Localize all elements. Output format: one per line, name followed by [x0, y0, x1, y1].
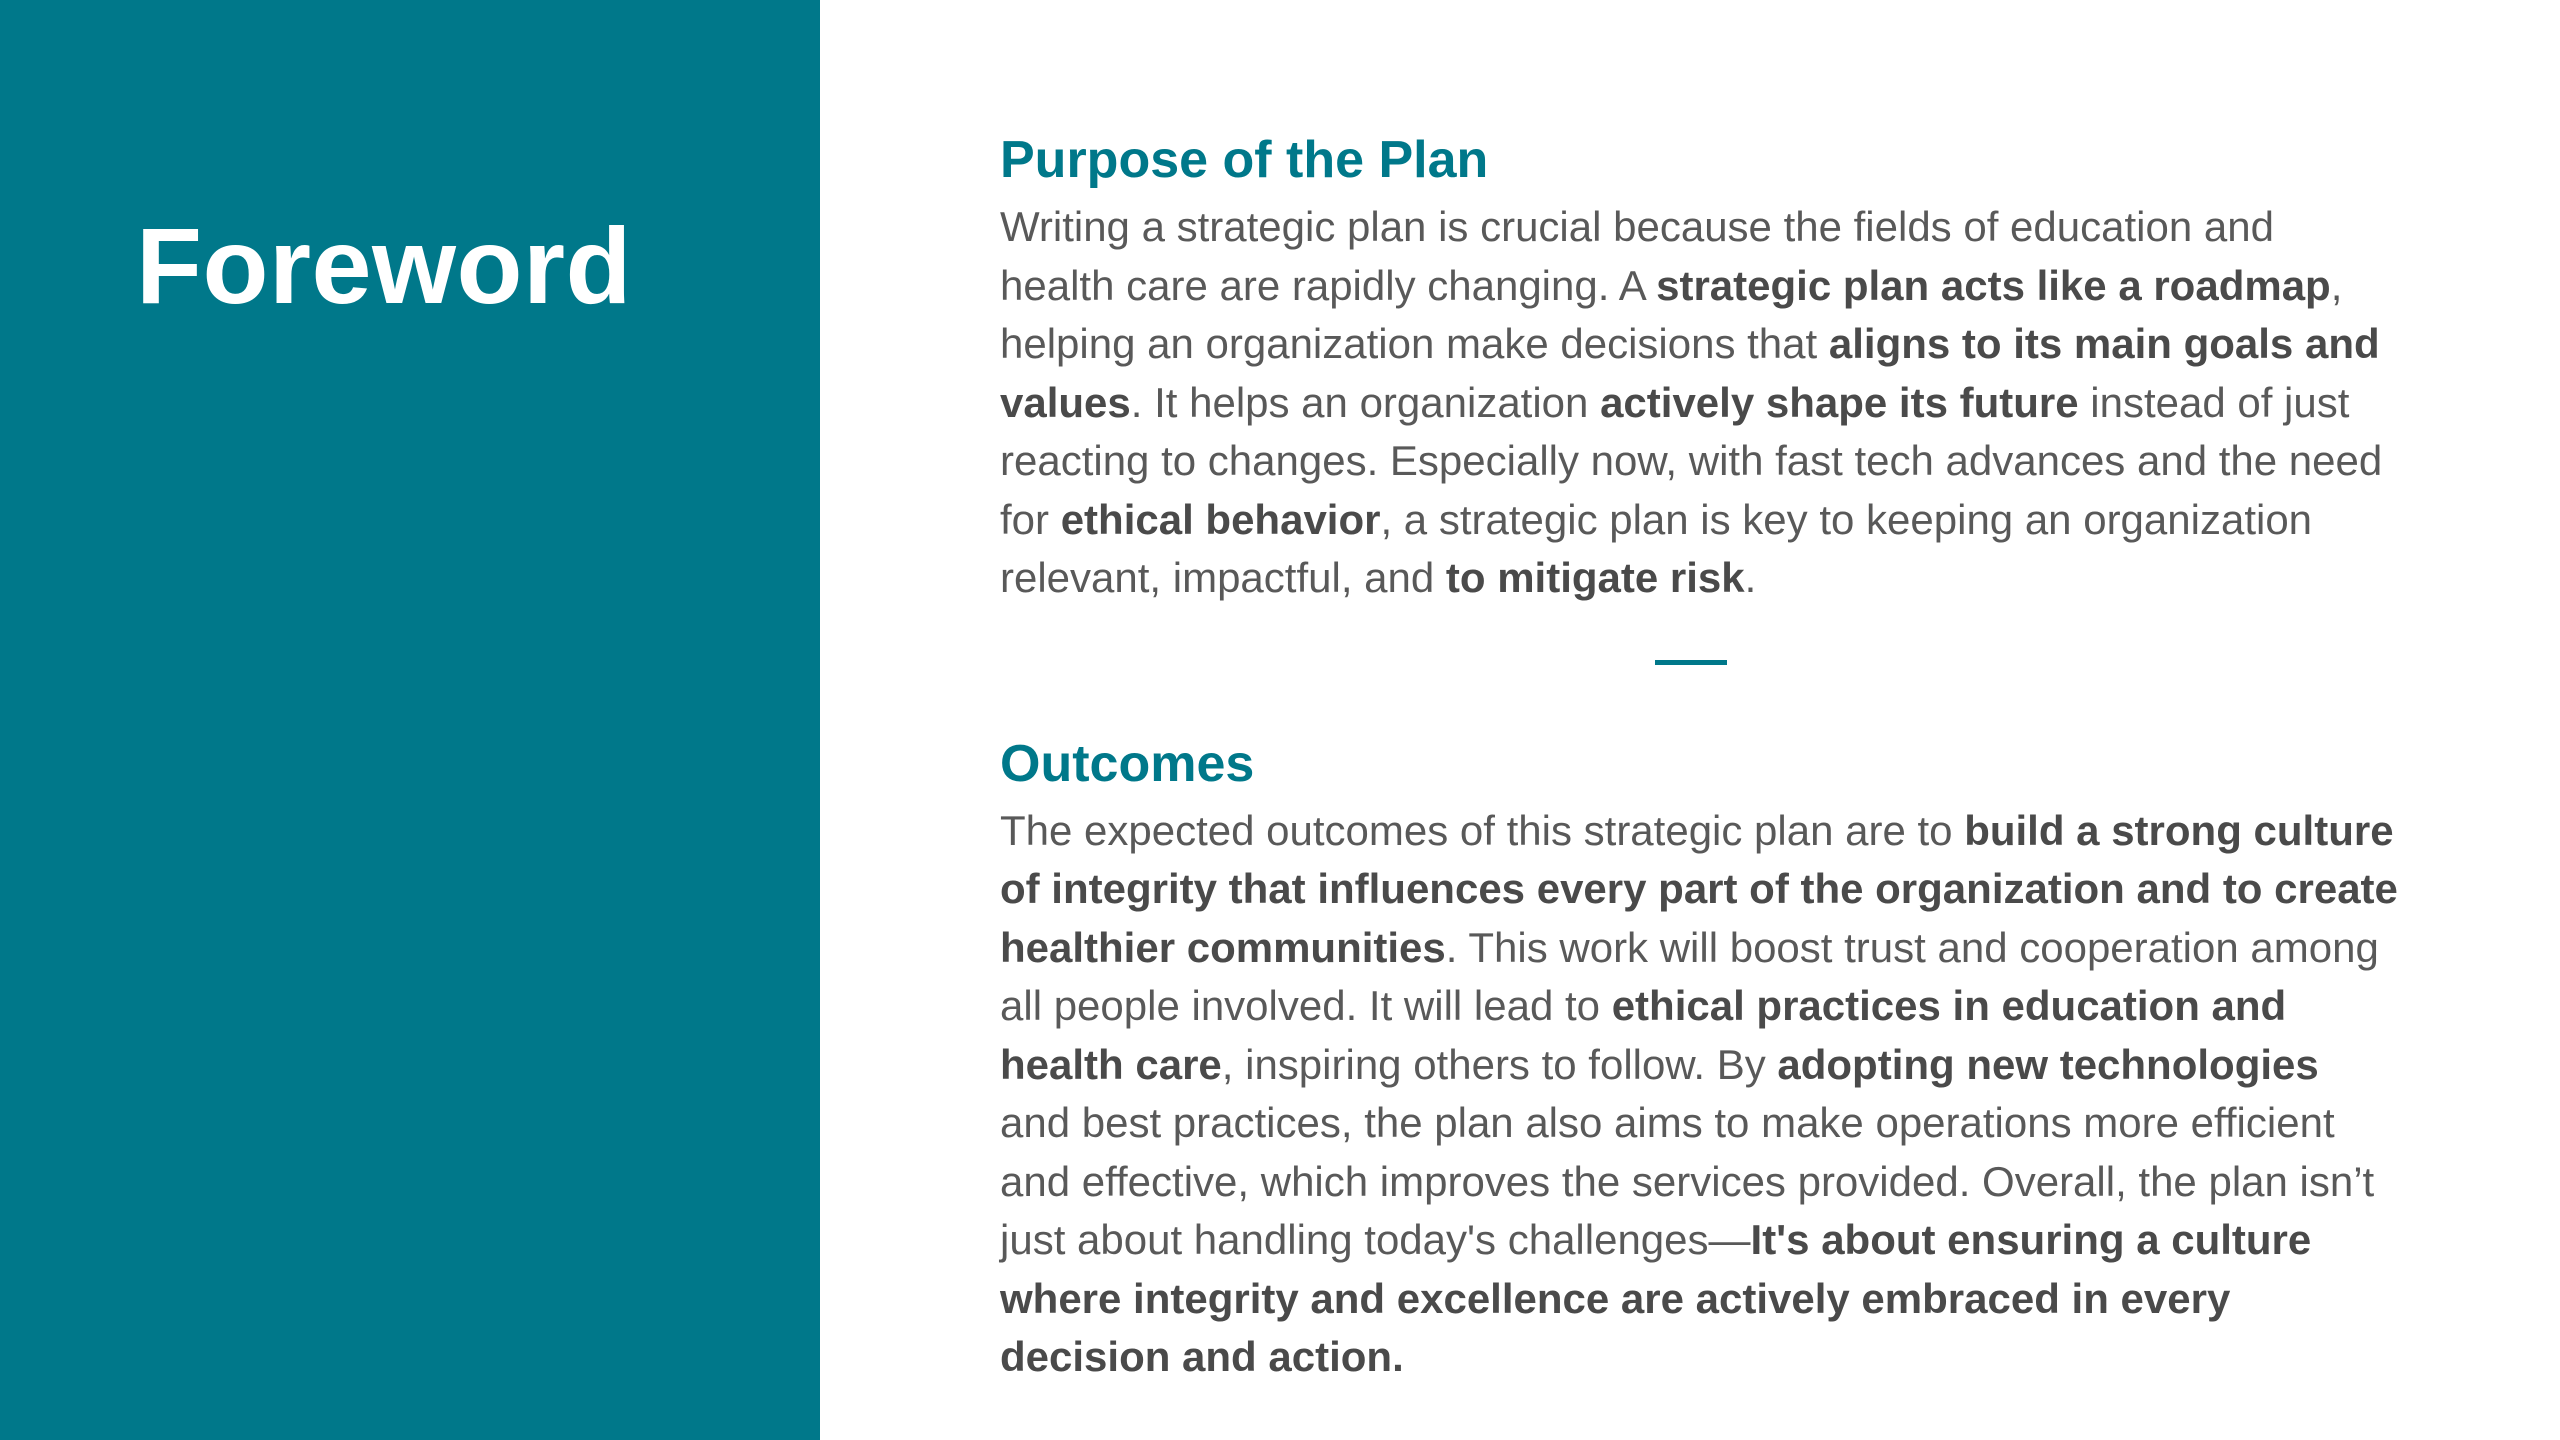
purpose-section — [1000, 122, 2400, 608]
emphasis-text: adopting new technologies — [1777, 1040, 2319, 1088]
sidebar-panel — [0, 0, 820, 1440]
emphasis-text: build a strong culture of integrity that influences every part of the organization and to create healthier communities — [1000, 806, 2398, 971]
purpose-heading: Purpose of the Plan — [1000, 131, 1489, 189]
section-divider — [1655, 660, 1727, 665]
emphasis-text: It's about ensuring a culture where integrity and excellence are actively embraced in every decision and action. — [1000, 1216, 2312, 1380]
body-text-run: Writing a strategic plan is crucial because the fields of education and health care are rapidly changing. A — [1000, 203, 2274, 309]
purpose-paragraph — [1000, 198, 2400, 608]
main-content — [1000, 122, 2400, 1387]
body-text-run: . It helps an organization — [1130, 378, 1601, 426]
divider-container — [1000, 608, 2400, 726]
outcomes-section — [1000, 726, 2400, 1387]
body-text-run: The expected outcomes of this strategic plan are to — [1000, 806, 1965, 854]
body-text-run: , a strategic plan is key to keeping an organization relevant, impactful, and — [1000, 495, 2313, 601]
body-text-run: . — [1744, 554, 1757, 601]
body-text-run: and best practices, the plan also aims to make operations more efficient and effective, which improves the services provided. Overall, the plan isn’t just about handling today's challenges— — [1000, 1099, 2375, 1263]
body-text-run: instead of just reacting to changes. Especially now, with fast tech advances and the need for — [1000, 378, 2383, 543]
outcomes-heading: Outcomes — [1000, 734, 1255, 793]
emphasis-text: ethical practices in education and health care — [1000, 982, 2287, 1088]
outcomes-paragraph — [1000, 802, 2400, 1387]
body-text-run: . This work will boost trust and cooperation among all people involved. It will lead to — [1000, 923, 2379, 1029]
emphasis-text: strategic plan acts like a roadmap — [1656, 261, 2331, 309]
emphasis-text: to mitigate risk — [1445, 554, 1745, 601]
page-title: Foreword — [136, 205, 633, 326]
emphasis-text: actively shape its future — [1600, 378, 2079, 426]
body-text-run: , helping an organization make decisions that — [1000, 261, 2343, 367]
emphasis-text: ethical behavior — [1060, 495, 1381, 543]
emphasis-text: aligns to its main goals and values — [1000, 320, 2380, 426]
body-text-run: , inspiring others to follow. By — [1221, 1040, 1778, 1088]
